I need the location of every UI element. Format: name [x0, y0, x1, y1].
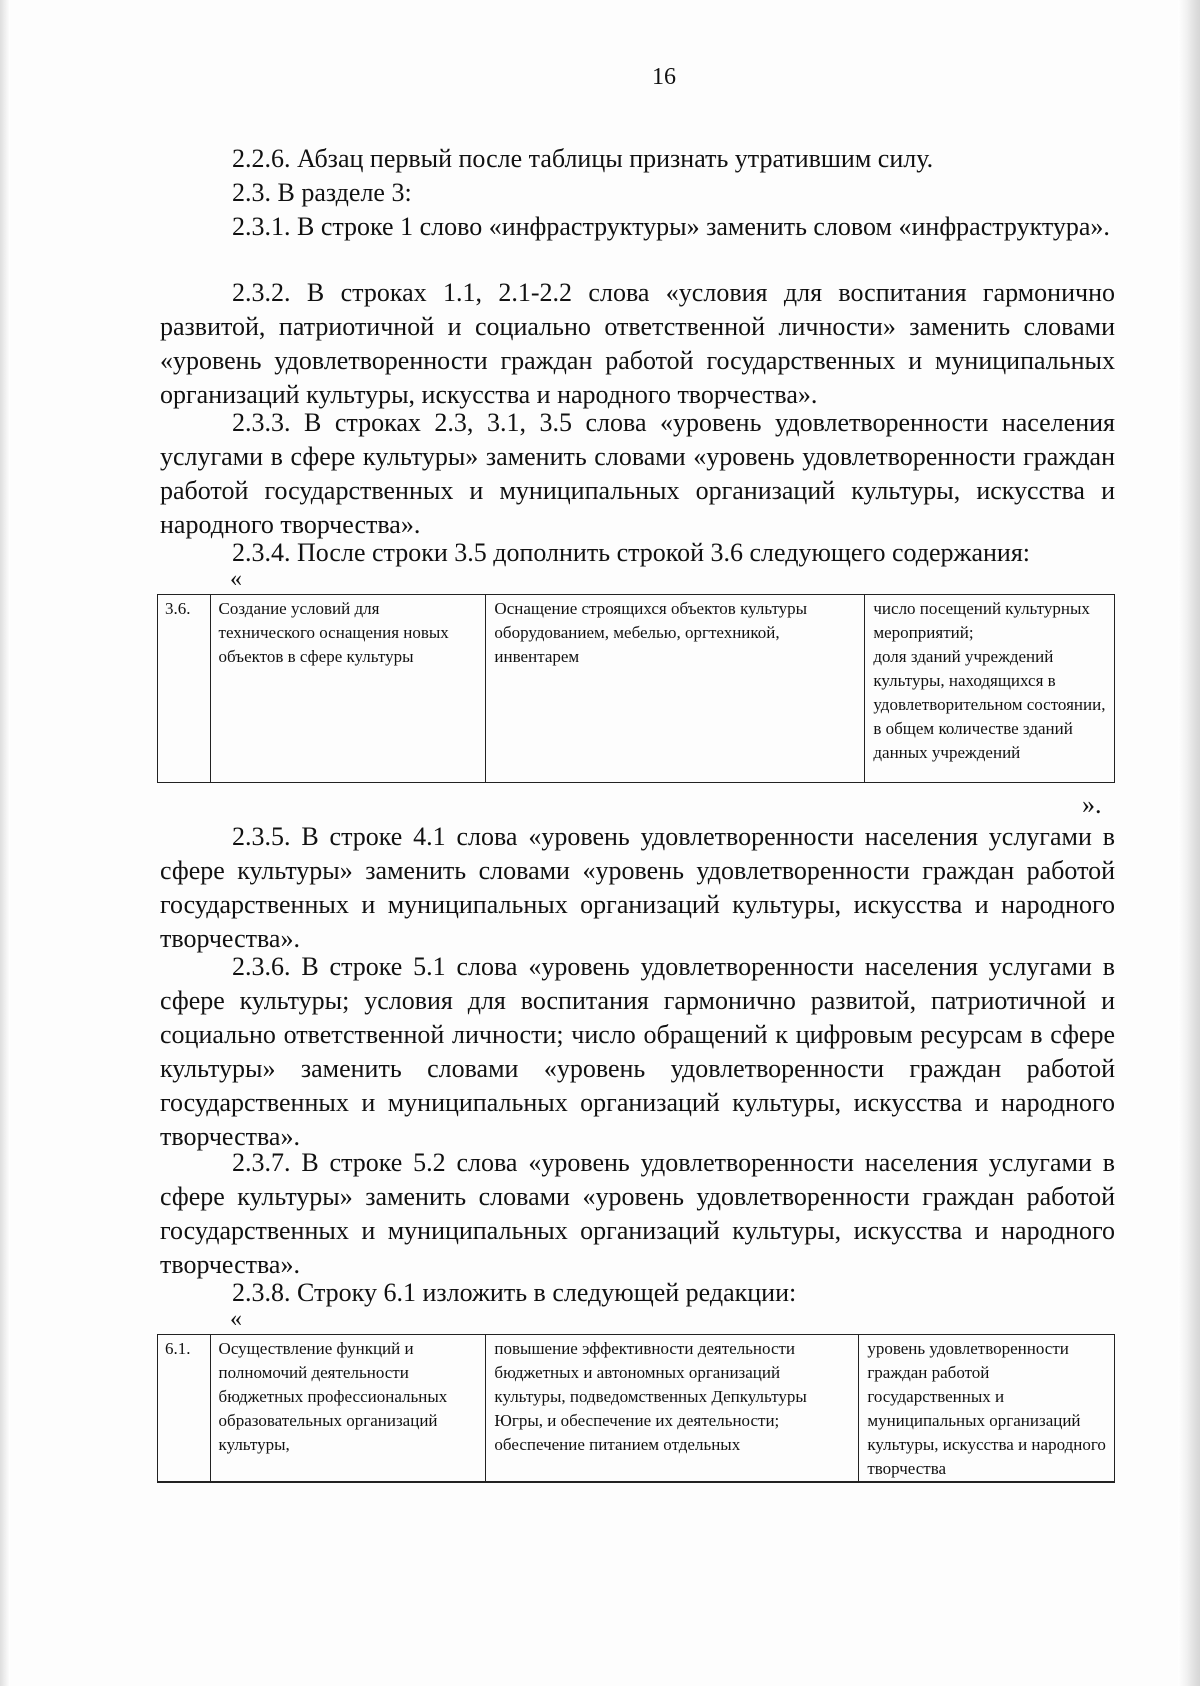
paragraph-2-3-4: 2.3.4. После строки 3.5 дополнить строкой 3.6 следующего содержания: — [232, 538, 1031, 567]
close-quote-mark: ». — [1082, 790, 1102, 819]
scan-edge-left — [0, 0, 10, 1686]
table-cell-measure — [486, 1335, 859, 1483]
table-cell-indicators: уровень удовлетворенности граждан работой государственных и муниципальных организаций культуры, искусства и народного творчества — [859, 1335, 1115, 1483]
paragraph-2-3-1: 2.3.1. В строке 1 слово «инфраструктуры» заменить словом «инфраструктура». — [232, 212, 1110, 241]
paragraph-2-3-8: 2.3.8. Строку 6.1 изложить в следующей редакции: — [232, 1278, 797, 1307]
indicator-line: доля зданий учреждений культуры, находящихся в удовлетворительном состоянии, в общем количестве зданий данных учреждений — [873, 647, 1106, 762]
paragraph-2-3: 2.3. В разделе 3: — [232, 178, 412, 207]
open-quote-mark-2: « — [230, 1306, 242, 1332]
table-row — [158, 1335, 1115, 1483]
table-cell-number: 3.6. — [158, 595, 211, 783]
table-cell-task: Создание условий для технического оснащения новых объектов в сфере культуры — [210, 595, 486, 783]
table-cell-number: 6.1. — [158, 1335, 211, 1483]
paragraph-2-2-6: 2.2.6. Абзац первый после таблицы признать утратившим силу. — [232, 144, 934, 173]
paragraph-2-3-7: 2.3.7. В строке 5.2 слова «уровень удовлетворенности населения услугами в сфере культуры» заменить словами «уровень удовлетворенности граждан работой государственных и муниципальных организаций культуры, искусства и народного творчества». — [160, 1148, 1115, 1279]
table-row — [158, 595, 1115, 783]
paragraph-2-3-6: 2.3.6. В строке 5.1 слова «уровень удовлетворенности населения услугами в сфере культуры; условия для воспитания гармонично развитой, патриотичной и социально ответственной личности; число обращений к цифровым ресурсам в сфере культуры» заменить словами «уровень удовлетворенности граждан работой государственных и муниципальных организаций культуры, искусства и народного творчества». — [160, 952, 1115, 1151]
inserted-row-table-3-6 — [157, 594, 1115, 783]
measure-line: повышение эффективности деятельности бюджетных и автономных организаций культуры, подведомственных Депкультуры Югры, и обеспечение их деятельности; — [494, 1339, 807, 1430]
paragraph-2-3-3: 2.3.3. В строках 2.3, 3.1, 3.5 слова «уровень удовлетворенности населения услугами в сфере культуры» заменить словами «уровень удовлетворенности граждан работой государственных и муниципальных организаций культуры, искусства и народного творчества». — [160, 408, 1115, 539]
measure-line: обеспечение питанием отдельных — [494, 1435, 741, 1454]
table-cell-task: Осуществление функций и полномочий деятельности бюджетных профессиональных образовательных организаций культуры, — [210, 1335, 486, 1483]
table-cell-measure: Оснащение строящихся объектов культуры оборудованием, мебелью, оргтехникой, инвентарем — [486, 595, 865, 783]
table-cell-indicators — [865, 595, 1115, 783]
paragraph-2-3-2: 2.3.2. В строках 1.1, 2.1-2.2 слова «условия для воспитания гармонично развитой, патриотичной и социально ответственной личности» заменить словами «уровень удовлетворенности граждан работой государственных и муниципальных организаций культуры, искусства и народного творчества». — [160, 278, 1115, 409]
indicator-line: число посещений культурных мероприятий; — [873, 599, 1090, 642]
replacement-row-table-6-1 — [157, 1334, 1115, 1483]
page-number: 16 — [652, 64, 676, 90]
paragraph-2-3-5: 2.3.5. В строке 4.1 слова «уровень удовлетворенности населения услугами в сфере культуры» заменить словами «уровень удовлетворенности граждан работой государственных и муниципальных организаций культуры, искусства и народного творчества». — [160, 822, 1115, 953]
scan-edge-right — [1178, 0, 1200, 1686]
open-quote-mark: « — [230, 566, 242, 592]
